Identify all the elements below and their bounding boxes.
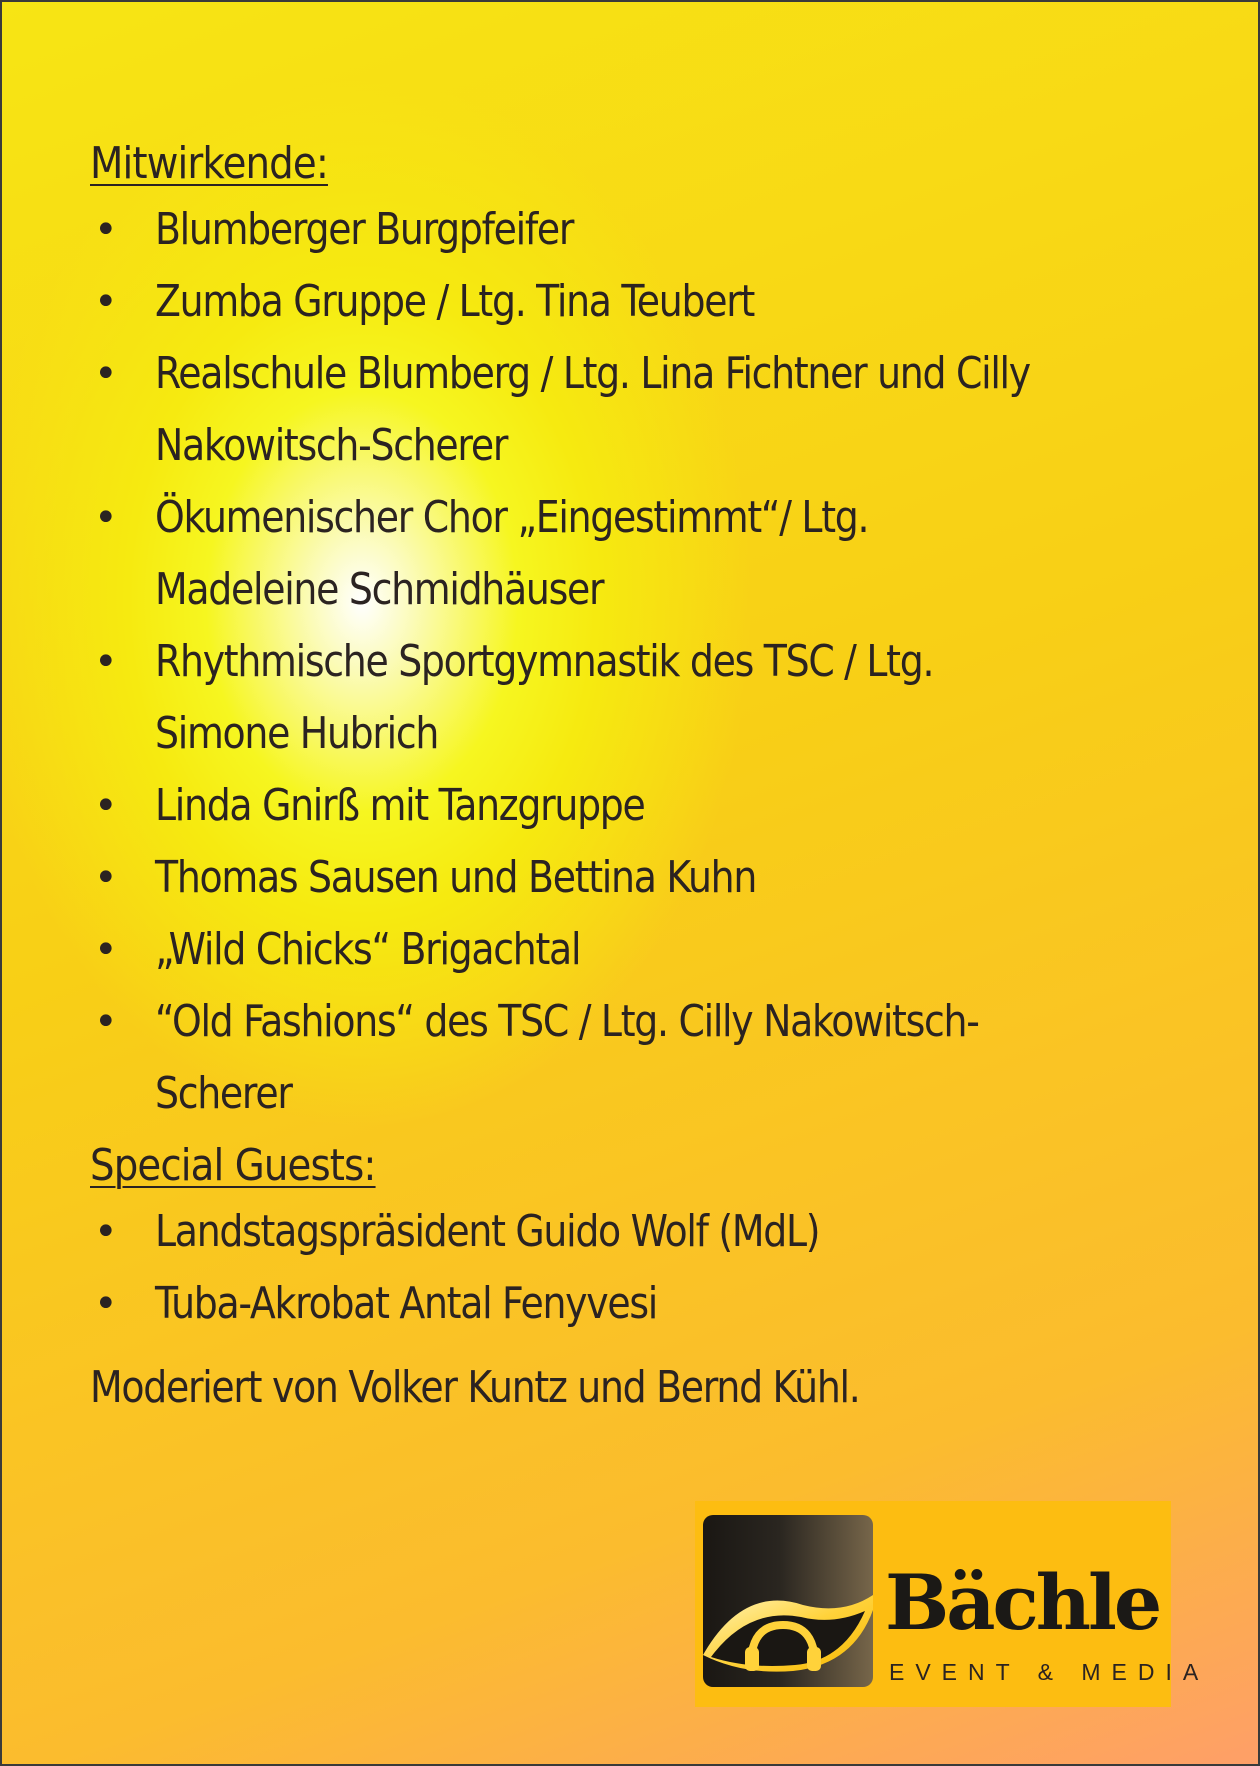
list-item — [90, 1268, 1190, 1340]
bullet-icon: • — [94, 1209, 118, 1255]
special-guests-heading: Special Guests: — [90, 1140, 376, 1191]
list-item — [90, 194, 1190, 266]
bullet-icon: • — [94, 783, 118, 829]
list-item — [90, 986, 1190, 1130]
flyer-content — [90, 134, 1190, 1418]
contributors-heading: Mitwirkende: — [90, 138, 328, 189]
bullet-icon: • — [94, 207, 118, 253]
bullet-icon: • — [94, 279, 118, 325]
bullet-icon: • — [94, 1281, 118, 1327]
bullet-icon: • — [94, 999, 118, 1045]
list-item-text: Realschule Blumberg / Ltg. Lina Fichtner und Cilly Nakowitsch-Scherer — [155, 348, 1030, 471]
list-item-text: Blumberger Burgpfeifer — [155, 204, 574, 255]
list-item-text: “Old Fashions“ des TSC / Ltg. Cilly Nakowitsch- Scherer — [155, 996, 979, 1119]
list-item-text: Thomas Sausen und Bettina Kuhn — [155, 852, 757, 903]
list-item — [90, 338, 1190, 482]
logo-wordmark: Bächle — [885, 1558, 1160, 1647]
special-guests-list — [90, 1196, 1190, 1340]
baechle-logo — [695, 1501, 1210, 1707]
list-item — [90, 770, 1190, 842]
eye-headphones-icon — [703, 1515, 873, 1687]
list-item — [90, 626, 1190, 770]
list-item-text: „Wild Chicks“ Brigachtal — [155, 924, 581, 975]
list-item — [90, 1196, 1190, 1268]
list-item-text: Linda Gnirß mit Tanzgruppe — [155, 780, 645, 831]
list-item — [90, 482, 1190, 626]
bullet-icon: • — [94, 855, 118, 901]
bullet-icon: • — [94, 495, 118, 541]
list-item-text: Zumba Gruppe / Ltg. Tina Teubert — [155, 276, 755, 327]
logo-tagline: EVENT & MEDIA — [889, 1659, 1210, 1685]
list-item — [90, 842, 1190, 914]
list-item-text: Ökumenischer Chor „Eingestimmt“/ Ltg. Madeleine Schmidhäuser — [155, 492, 869, 615]
contributors-list — [90, 194, 1190, 1130]
bullet-icon: • — [94, 927, 118, 973]
moderation-line: Moderiert von Volker Kuntz und Bernd Kühl. — [90, 1362, 860, 1413]
list-item-text: Tuba-Akrobat Antal Fenyvesi — [155, 1278, 657, 1329]
bullet-icon: • — [94, 639, 118, 685]
list-item-text: Rhythmische Sportgymnastik des TSC / Ltg. Simone Hubrich — [155, 636, 934, 759]
list-item — [90, 914, 1190, 986]
list-item-text: Landstagspräsident Guido Wolf (MdL) — [155, 1206, 820, 1257]
list-item — [90, 266, 1190, 338]
bullet-icon: • — [94, 351, 118, 397]
